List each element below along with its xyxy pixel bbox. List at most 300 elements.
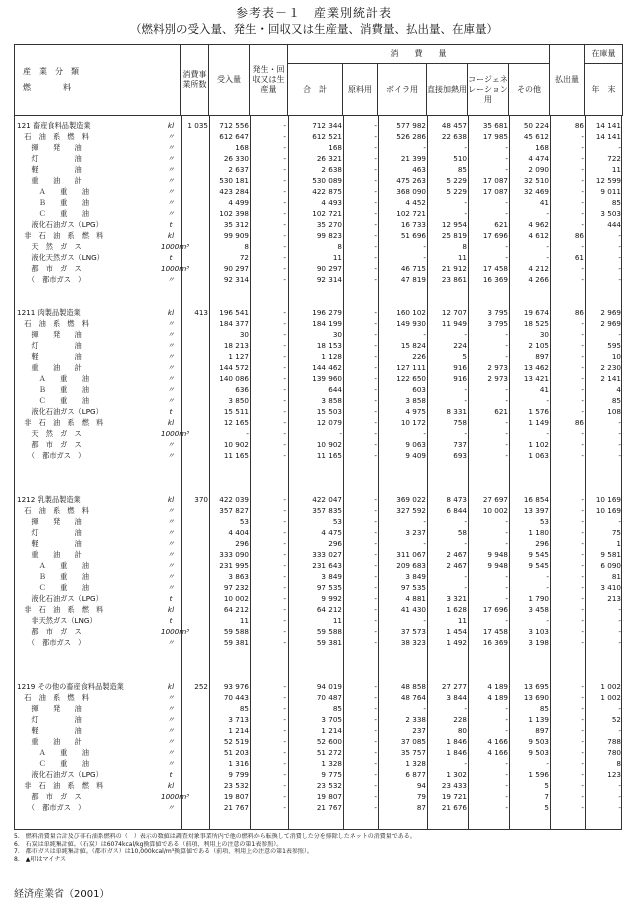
cell-boiler: 2 338 (405, 715, 426, 724)
cell-other: 1 790 (528, 594, 549, 603)
cell-total: 196 279 (312, 308, 342, 317)
cell-boiler: 3 849 (405, 572, 426, 581)
cell-unit: kl (167, 418, 175, 427)
cell-other: 2 090 (528, 165, 549, 174)
cell-generated: - (283, 187, 286, 196)
table-row (15, 473, 623, 483)
header-industry-label: 産 業 分 類 (23, 67, 79, 76)
cell-cogen: - (505, 616, 508, 625)
cell-inventory: - (618, 242, 621, 251)
cell-shipped: - (581, 506, 584, 515)
cell-name: 液化石油ガス（LPG） (17, 594, 103, 603)
cell-inventory: - (618, 704, 621, 713)
cell-other: 19 674 (523, 308, 549, 317)
cell-cogen: - (505, 253, 508, 262)
cell-direct: 1 846 (446, 737, 467, 746)
cell-name: 石 油 系 燃 料 (17, 319, 89, 328)
cell-name: Ｃ 重 油 (17, 396, 89, 405)
cell-direct: 6 844 (446, 506, 467, 515)
cell-boiler: 37 085 (400, 737, 426, 746)
cell-direct: 27 277 (441, 682, 467, 691)
cell-cogen: - (505, 418, 508, 427)
cell-boiler: 38 323 (400, 638, 426, 647)
header-boiler: ボイラ用 (378, 64, 427, 116)
cell-name: 液化石油ガス（LPG） (17, 220, 103, 229)
cell-received: 21 767 (223, 803, 249, 812)
cell-name: Ａ 重 油 (17, 748, 89, 757)
cell-total: 144 462 (312, 363, 342, 372)
cell-inventory: 3 410 (600, 583, 621, 592)
cell-direct: 916 (453, 363, 467, 372)
cell-name: 揮 発 油 (17, 517, 82, 526)
header-establishments: 消費事業所数 (181, 45, 209, 116)
cell-boiler: 4 975 (405, 407, 426, 416)
cell-total: 644 (328, 385, 342, 394)
cell-cogen: - (505, 726, 508, 735)
cell-generated: - (283, 770, 286, 779)
cell-cogen: - (505, 539, 508, 548)
cell-received: 3 713 (228, 715, 249, 724)
cell-received: 2 637 (228, 165, 249, 174)
cell-other: 1 139 (528, 715, 549, 724)
cell-direct: 2 467 (446, 550, 467, 559)
cell-direct: 1 846 (446, 748, 467, 757)
cell-boiler: 226 (412, 352, 426, 361)
cell-direct: 11 (457, 253, 467, 262)
cell-raw: - (374, 550, 377, 559)
cell-shipped: 86 (574, 418, 584, 427)
cell-unit: t (169, 253, 173, 262)
cell-shipped: - (581, 517, 584, 526)
cell-raw: - (374, 253, 377, 262)
cell-received: 26 330 (223, 154, 249, 163)
cell-raw: - (374, 209, 377, 218)
cell-name: 都 市 ガ ス (17, 264, 82, 273)
cell-total: 1 214 (321, 726, 342, 735)
cell-received: 90 297 (223, 264, 249, 273)
cell-inventory: 10 169 (595, 506, 621, 515)
table-row (15, 330, 623, 340)
cell-raw: - (374, 418, 377, 427)
cell-shipped: - (581, 704, 584, 713)
cell-shipped: - (581, 352, 584, 361)
cell-direct: 21 676 (441, 803, 467, 812)
cell-inventory: - (618, 803, 621, 812)
cell-establishments: 413 (194, 308, 208, 317)
cell-shipped: - (581, 638, 584, 647)
cell-boiler: 327 592 (396, 506, 426, 515)
cell-boiler: 1 328 (405, 759, 426, 768)
cell-cogen: - (505, 385, 508, 394)
cell-direct: 23 433 (441, 781, 467, 790)
cell-cogen: 16 369 (482, 638, 508, 647)
table-row (15, 583, 623, 593)
cell-generated: - (283, 594, 286, 603)
cell-unit: 〃 (167, 539, 175, 548)
cell-received: 636 (235, 385, 249, 394)
cell-shipped: - (581, 385, 584, 394)
cell-raw: - (374, 572, 377, 581)
cell-received: 1 214 (228, 726, 249, 735)
cell-total: 139 960 (312, 374, 342, 383)
cell-shipped: - (581, 187, 584, 196)
cell-direct: - (464, 396, 467, 405)
cell-inventory: 14 141 (595, 132, 621, 141)
cell-boiler: - (423, 539, 426, 548)
cell-other: 13 421 (523, 374, 549, 383)
cell-boiler: 526 286 (396, 132, 426, 141)
cell-other: - (546, 396, 549, 405)
cell-name: 天 然 ガ ス (17, 429, 82, 438)
cell-name: Ｂ 重 油 (17, 385, 89, 394)
cell-inventory: 85 (611, 396, 621, 405)
table-row (15, 275, 623, 285)
cell-unit: 〃 (167, 143, 175, 152)
cell-inventory: - (618, 616, 621, 625)
cell-raw: - (374, 308, 377, 317)
cell-cogen: 2 973 (487, 363, 508, 372)
table-row (15, 660, 623, 670)
cell-other: 296 (535, 539, 549, 548)
cell-direct: 23 861 (441, 275, 467, 284)
header-inventory: 在庫量 (585, 45, 623, 64)
cell-inventory: 8 (616, 759, 621, 768)
header-yearend: 年 末 (585, 64, 623, 116)
cell-generated: - (283, 682, 286, 691)
cell-inventory: 213 (607, 594, 621, 603)
cell-name: 都 市 ガ ス (17, 792, 82, 801)
cell-direct: 916 (453, 374, 467, 383)
cell-other: 13 690 (523, 693, 549, 702)
cell-direct: 3 321 (446, 594, 467, 603)
cell-unit: kl (167, 605, 175, 614)
cell-cogen: - (505, 528, 508, 537)
cell-cogen: - (505, 792, 508, 801)
cell-shipped: - (581, 451, 584, 460)
cell-establishments: 252 (194, 682, 208, 691)
cell-received: 52 519 (223, 737, 249, 746)
cell-other: 4 266 (528, 275, 549, 284)
cell-generated: - (283, 154, 286, 163)
cell-direct: 12 707 (441, 308, 467, 317)
cell-name: Ａ 重 油 (17, 561, 89, 570)
cell-raw: - (374, 517, 377, 526)
cell-generated: - (283, 572, 286, 581)
table-row (15, 715, 623, 725)
cell-boiler: 209 683 (396, 561, 426, 570)
cell-direct: 8 473 (446, 495, 467, 504)
cell-cogen: 9 948 (487, 561, 508, 570)
cell-other: 41 (539, 198, 549, 207)
cell-cogen: - (505, 154, 508, 163)
cell-received: 72 (239, 253, 249, 262)
cell-name: 石 油 系 燃 料 (17, 693, 89, 702)
cell-shipped: - (581, 682, 584, 691)
table-row (15, 374, 623, 384)
cell-unit: 1000m³ (161, 627, 190, 636)
cell-name: （ 都市ガス ） (17, 275, 86, 284)
cell-other: - (546, 759, 549, 768)
cell-total: 64 212 (316, 605, 342, 614)
cell-received: 85 (239, 704, 249, 713)
cell-generated: - (283, 583, 286, 592)
table-row (15, 759, 623, 769)
cell-unit: t (169, 594, 173, 603)
cell-generated: - (283, 748, 286, 757)
cell-shipped: - (581, 275, 584, 284)
table-row (15, 209, 623, 219)
header-shipped: 払出量 (550, 45, 585, 116)
cell-shipped: - (581, 440, 584, 449)
cell-name: 非 石 油 系 燃 料 (17, 781, 104, 790)
cell-raw: - (374, 154, 377, 163)
cell-other: 168 (535, 143, 549, 152)
cell-name: 都 市 ガ ス (17, 440, 82, 449)
cell-unit: t (169, 407, 173, 416)
cell-total: 59 381 (316, 638, 342, 647)
cell-raw: - (374, 363, 377, 372)
cell-unit: 〃 (167, 198, 175, 207)
cell-shipped: - (581, 759, 584, 768)
cell-raw: - (374, 759, 377, 768)
table-row (15, 726, 623, 736)
cell-total: 333 027 (312, 550, 342, 559)
cell-other: 3 458 (528, 605, 549, 614)
cell-generated: - (283, 374, 286, 383)
cell-inventory: - (618, 726, 621, 735)
cell-unit: 〃 (167, 187, 175, 196)
cell-generated: - (283, 165, 286, 174)
cell-boiler: 463 (412, 165, 426, 174)
cell-received: 11 (239, 616, 249, 625)
cell-cogen: 621 (494, 220, 508, 229)
cell-name: 揮 発 油 (17, 330, 82, 339)
table-row (15, 616, 623, 626)
cell-generated: - (283, 561, 286, 570)
cell-raw: - (374, 803, 377, 812)
cell-total: 30 (332, 330, 342, 339)
cell-inventory: - (618, 440, 621, 449)
table-row (15, 803, 623, 813)
cell-name: 石 油 系 燃 料 (17, 132, 89, 141)
cell-generated: - (283, 308, 286, 317)
cell-received: - (246, 429, 249, 438)
cell-cogen: 17 087 (482, 176, 508, 185)
cell-other: - (546, 572, 549, 581)
cell-unit: t (169, 770, 173, 779)
source-credit: 経済産業省（2001） (14, 889, 110, 900)
cell-unit: 〃 (167, 550, 175, 559)
cell-direct: - (464, 385, 467, 394)
cell-unit: 〃 (167, 572, 175, 581)
cell-generated: - (283, 396, 286, 405)
cell-received: 231 995 (219, 561, 249, 570)
cell-name: 都 市 ガ ス (17, 627, 82, 636)
cell-raw: - (374, 132, 377, 141)
table-row (15, 418, 623, 428)
cell-total: 99 823 (316, 231, 342, 240)
cell-direct: 19 721 (441, 792, 467, 801)
cell-boiler: 21 399 (400, 154, 426, 163)
cell-shipped: - (581, 781, 584, 790)
cell-direct: 25 819 (441, 231, 467, 240)
cell-received: 423 284 (219, 187, 249, 196)
cell-direct: 1 454 (446, 627, 467, 636)
cell-unit: 〃 (167, 341, 175, 350)
cell-total: 35 270 (316, 220, 342, 229)
cell-cogen: - (505, 759, 508, 768)
cell-received: 18 213 (223, 341, 249, 350)
cell-name: 重 油 計 (17, 363, 82, 372)
cell-direct: 21 912 (441, 264, 467, 273)
cell-total: 97 535 (316, 583, 342, 592)
cell-name: 液化石油ガス（LPG） (17, 770, 103, 779)
cell-name: 非 石 油 系 燃 料 (17, 418, 104, 427)
cell-name: （ 都市ガス ） (17, 638, 86, 647)
cell-other: 1 180 (528, 528, 549, 537)
cell-boiler: 46 715 (400, 264, 426, 273)
cell-inventory: 1 002 (600, 682, 621, 691)
cell-inventory: 85 (611, 198, 621, 207)
cell-total: 3 858 (321, 396, 342, 405)
cell-raw: - (374, 583, 377, 592)
cell-name: （ 都市ガス ） (17, 451, 86, 460)
cell-inventory: 444 (607, 220, 621, 229)
cell-received: 530 181 (219, 176, 249, 185)
cell-name: 石 油 系 燃 料 (17, 506, 89, 515)
cell-cogen: - (505, 396, 508, 405)
cell-shipped: - (581, 209, 584, 218)
cell-name: （ 都市ガス ） (17, 803, 86, 812)
cell-unit: 〃 (167, 352, 175, 361)
cell-generated: - (283, 275, 286, 284)
cell-received: 144 572 (219, 363, 249, 372)
cell-other: 1 063 (528, 451, 549, 460)
cell-inventory: - (618, 627, 621, 636)
cell-boiler: 4 452 (405, 198, 426, 207)
header-industry (15, 45, 181, 116)
cell-boiler: - (423, 242, 426, 251)
cell-received: 97 232 (223, 583, 249, 592)
cell-total: 1 328 (321, 759, 342, 768)
cell-inventory: 2 969 (600, 308, 621, 317)
cell-cogen: 17 458 (482, 264, 508, 273)
cell-boiler: 16 733 (400, 220, 426, 229)
cell-generated: - (283, 264, 286, 273)
cell-shipped: 86 (574, 308, 584, 317)
cell-boiler: 127 111 (396, 363, 426, 372)
cell-inventory: - (618, 143, 621, 152)
cell-generated: - (283, 198, 286, 207)
cell-unit: 〃 (167, 451, 175, 460)
cell-cogen: 4 189 (487, 682, 508, 691)
cell-received: 9 799 (228, 770, 249, 779)
cell-inventory: 780 (607, 748, 621, 757)
cell-total: 85 (332, 704, 342, 713)
cell-raw: - (374, 737, 377, 746)
cell-direct: 22 638 (441, 132, 467, 141)
table-row (15, 253, 623, 263)
cell-total: 12 079 (316, 418, 342, 427)
cell-inventory: - (618, 517, 621, 526)
cell-other: 18 525 (523, 319, 549, 328)
cell-unit: 〃 (167, 528, 175, 537)
cell-direct: 224 (453, 341, 467, 350)
cell-direct: 510 (453, 154, 467, 163)
cell-boiler: 87 (416, 803, 426, 812)
cell-cogen: 17 696 (482, 231, 508, 240)
cell-shipped: - (581, 616, 584, 625)
cell-received: 184 377 (219, 319, 249, 328)
cell-boiler: 47 819 (400, 275, 426, 284)
cell-unit: 〃 (167, 803, 175, 812)
cell-raw: - (374, 781, 377, 790)
cell-received: 3 850 (228, 396, 249, 405)
cell-unit: 〃 (167, 132, 175, 141)
cell-raw: - (374, 638, 377, 647)
cell-received: 23 532 (223, 781, 249, 790)
cell-boiler: 3 858 (405, 396, 426, 405)
cell-shipped: - (581, 154, 584, 163)
cell-cogen: - (505, 803, 508, 812)
cell-raw: - (374, 198, 377, 207)
cell-total: 21 767 (316, 803, 342, 812)
table-row (15, 242, 623, 252)
cell-raw: - (374, 319, 377, 328)
header-generated: 発生・回収又は生産量 (250, 45, 288, 116)
cell-total: 19 807 (316, 792, 342, 801)
table-header (14, 44, 623, 116)
cell-boiler: 51 696 (400, 231, 426, 240)
cell-total: 90 297 (316, 264, 342, 273)
cell-generated: - (283, 143, 286, 152)
cell-boiler: 369 022 (396, 495, 426, 504)
cell-inventory: - (618, 275, 621, 284)
cell-inventory: 1 (616, 539, 621, 548)
header-other: その他 (509, 64, 550, 116)
cell-raw: - (374, 352, 377, 361)
cell-total: 59 588 (316, 627, 342, 636)
cell-shipped: - (581, 561, 584, 570)
cell-unit: kl (167, 308, 175, 317)
cell-boiler: - (423, 253, 426, 262)
cell-total: - (339, 429, 342, 438)
cell-cogen: - (505, 341, 508, 350)
header-total: 合 計 (288, 64, 343, 116)
table-row (15, 550, 623, 560)
cell-boiler: - (423, 517, 426, 526)
cell-boiler: 15 824 (400, 341, 426, 350)
cell-direct: 758 (453, 418, 467, 427)
cell-direct: 12 954 (441, 220, 467, 229)
cell-name: 軽 油 (17, 539, 82, 548)
cell-generated: - (283, 627, 286, 636)
table-row (15, 539, 623, 549)
cell-total: 8 (337, 242, 342, 251)
cell-other: 9 545 (528, 550, 549, 559)
cell-raw: - (374, 693, 377, 702)
table-row (15, 132, 623, 142)
cell-boiler: 48 858 (400, 682, 426, 691)
cell-name: 液化天然ガス（LNG） (17, 253, 104, 262)
table-row (15, 396, 623, 406)
cell-cogen: - (505, 770, 508, 779)
cell-other: 13 462 (523, 363, 549, 372)
cell-name: 1211 肉製品製造業 (17, 308, 81, 317)
cell-unit: 〃 (167, 440, 175, 449)
cell-inventory: 108 (607, 407, 621, 416)
cell-boiler: 48 764 (400, 693, 426, 702)
